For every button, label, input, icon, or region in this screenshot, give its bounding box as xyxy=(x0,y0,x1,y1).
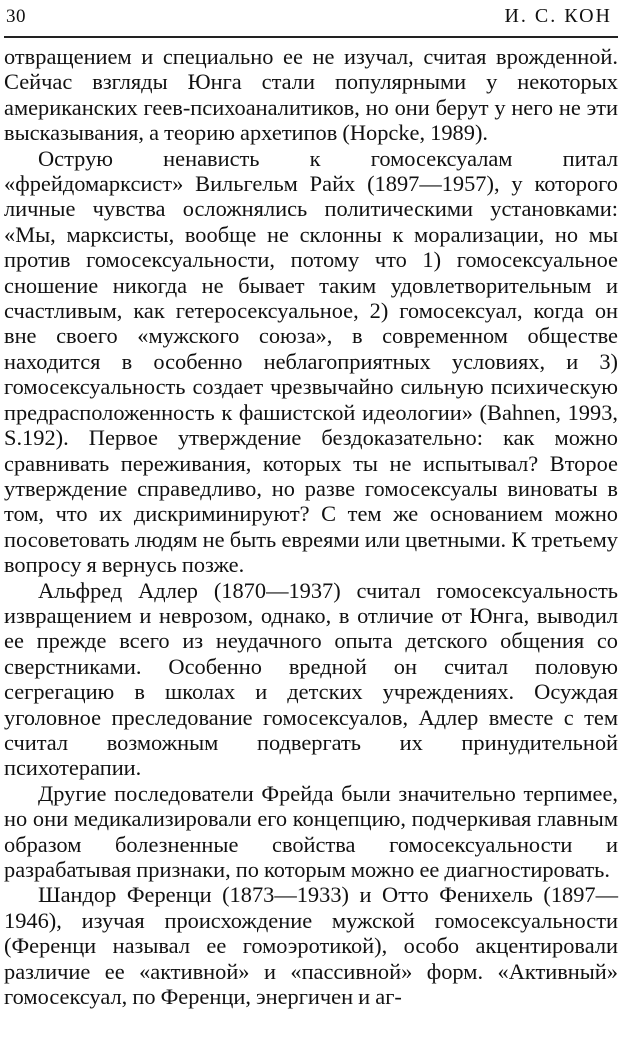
paragraph-ferenczi-fenichel: Шандор Ференци (1873—1933) и Отто Фенихель (1897—1946), изучая происхождение мужской гомосексуальности (Ференци называл ее гомоэротикой), особо акцентировали различие ее «активной» и «пассивной» форм. «Активный» гомосексуал, по Ференци, энергичен и аг- xyxy=(4,882,618,1010)
paragraph-followers: Другие последователи Фрейда были значительно терпимее, но они медикализировали его концепцию, подчеркивая главным образом болезненные свойства гомосексуальности и разрабатывая признаки, по которым можно ее диагностировать. xyxy=(4,780,618,882)
page-header xyxy=(4,0,618,38)
paragraph-adler: Альфред Адлер (1870—1937) считал гомосексуальность извращением и неврозом, однако, в отличие от Юнга, выводил ее прежде всего из неудачного опыта детского общения со сверстниками. Особенно вредной он считал половую сегрегацию в школах и детских учреждениях. Осуждая уголовное преследование гомосексуалов, Адлер вместе с тем считал возможным подвергать их принудительной психотерапии. xyxy=(4,577,618,781)
page-number: 30 xyxy=(6,6,26,27)
paragraph-reich: Острую ненависть к гомосексуалам питал «фрейдомарксист» Вильгельм Райх (1897—1957), у которого личные чувства осложнялись политическими установками: «Мы, марксисты, вообще не склонны к морализации, но мы против гомосексуальности, потому что 1) гомосексуальное сношение никогда не бывает таким удовлетворительным и счастливым, как гетеросексуальное, 2) гомосексуал, когда он вне своего «мужского союза», в современном обществе находится в особенно неблагоприятных условиях, и 3) гомосексуальность создает чрезвычайно сильную психическую предрасположенность к фашистской идеологии» (Bahnen, 1993, S.192). Первое утверждение бездоказательно: как можно сравнивать переживания, которых ты не испытывал? Второе утверждение справедливо, но разве гомосексуалы виноваты в том, что их дискриминируют? С тем же основанием можно посоветовать людям не быть евреями или цветными. К третьему вопросу я вернусь позже. xyxy=(4,145,618,578)
paragraph-continuation: отвращением и специально ее не изучал, считая врожденной. Сейчас взгляды Юнга стали популярными у некоторых американских геев-психоаналитиков, но они берут у него не эти высказывания, а теорию архетипов (Hopcke, 1989). xyxy=(4,44,618,146)
running-head-author: И. С. КОН xyxy=(504,5,612,27)
body-text xyxy=(4,44,618,1009)
